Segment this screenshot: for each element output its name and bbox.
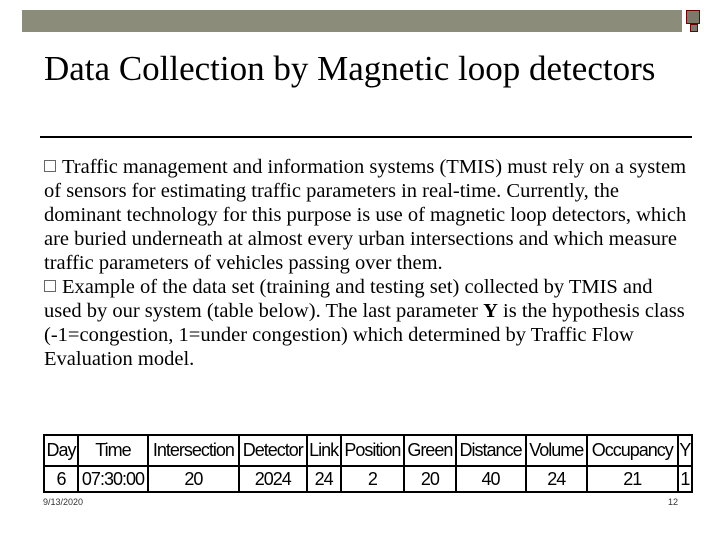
header-day: Day [44, 435, 78, 466]
cell-volume: 24 [526, 466, 587, 492]
cell-day: 6 [44, 466, 78, 492]
header-link: Link [307, 435, 341, 466]
corner-square-small-icon [690, 24, 698, 32]
cell-position: 2 [341, 466, 404, 492]
table-header-row [44, 435, 692, 466]
corner-squares [686, 10, 700, 32]
top-strip [22, 10, 682, 32]
header-intersection: Intersection [148, 435, 239, 466]
cell-y: 1 [678, 466, 692, 492]
paragraph-2-text-before: Example of the data set (training and testing set) collected by TMIS and used by our system (table below). The last parameter [44, 276, 653, 322]
header-detector: Detector [239, 435, 307, 466]
cell-intersection: 20 [148, 466, 239, 492]
header-green: Green [404, 435, 455, 466]
corner-square-icon [686, 10, 700, 24]
paragraph-2-bold-y: Y [483, 300, 498, 322]
cell-time: 07:30:00 [78, 466, 148, 492]
title-underline [40, 136, 692, 138]
cell-link: 24 [307, 466, 341, 492]
footer-date: 9/13/2020 [43, 497, 84, 507]
paragraph-1-text: Traffic management and information systems (TMIS) must rely on a system of sensors for estimating traffic parameters in real-time. Currently, the dominant technology for this purpose is use of magnetic loop detectors, which are buried underneath at almost every urban intersections and which measure traffic parameters of vehicles passing over them. [44, 156, 687, 274]
slide-body [44, 155, 690, 371]
top-decorative-bar [22, 10, 698, 32]
header-occupancy: Occupancy [587, 435, 678, 466]
cell-green: 20 [404, 466, 455, 492]
table-row [44, 466, 692, 492]
dataset-table [43, 434, 693, 493]
paragraph-2-text-after: is the hypothesis class (-1=congestion, 1=under congestion) which determined by Traffic Flow Evaluation model. [44, 300, 685, 370]
cell-distance: 40 [456, 466, 526, 492]
bullet-paragraph-1 [44, 155, 690, 275]
slide-title: Data Collection by Magnetic loop detectors [44, 49, 656, 88]
header-position: Position [341, 435, 404, 466]
header-volume: Volume [526, 435, 587, 466]
bullet-paragraph-2 [44, 275, 690, 371]
header-y: Y [678, 435, 692, 466]
header-distance: Distance [456, 435, 526, 466]
square-bullet-icon [44, 280, 56, 292]
header-time: Time [78, 435, 148, 466]
footer-page-number: 12 [668, 497, 679, 507]
cell-detector: 2024 [239, 466, 307, 492]
cell-occupancy: 21 [587, 466, 678, 492]
square-bullet-icon [44, 160, 56, 172]
